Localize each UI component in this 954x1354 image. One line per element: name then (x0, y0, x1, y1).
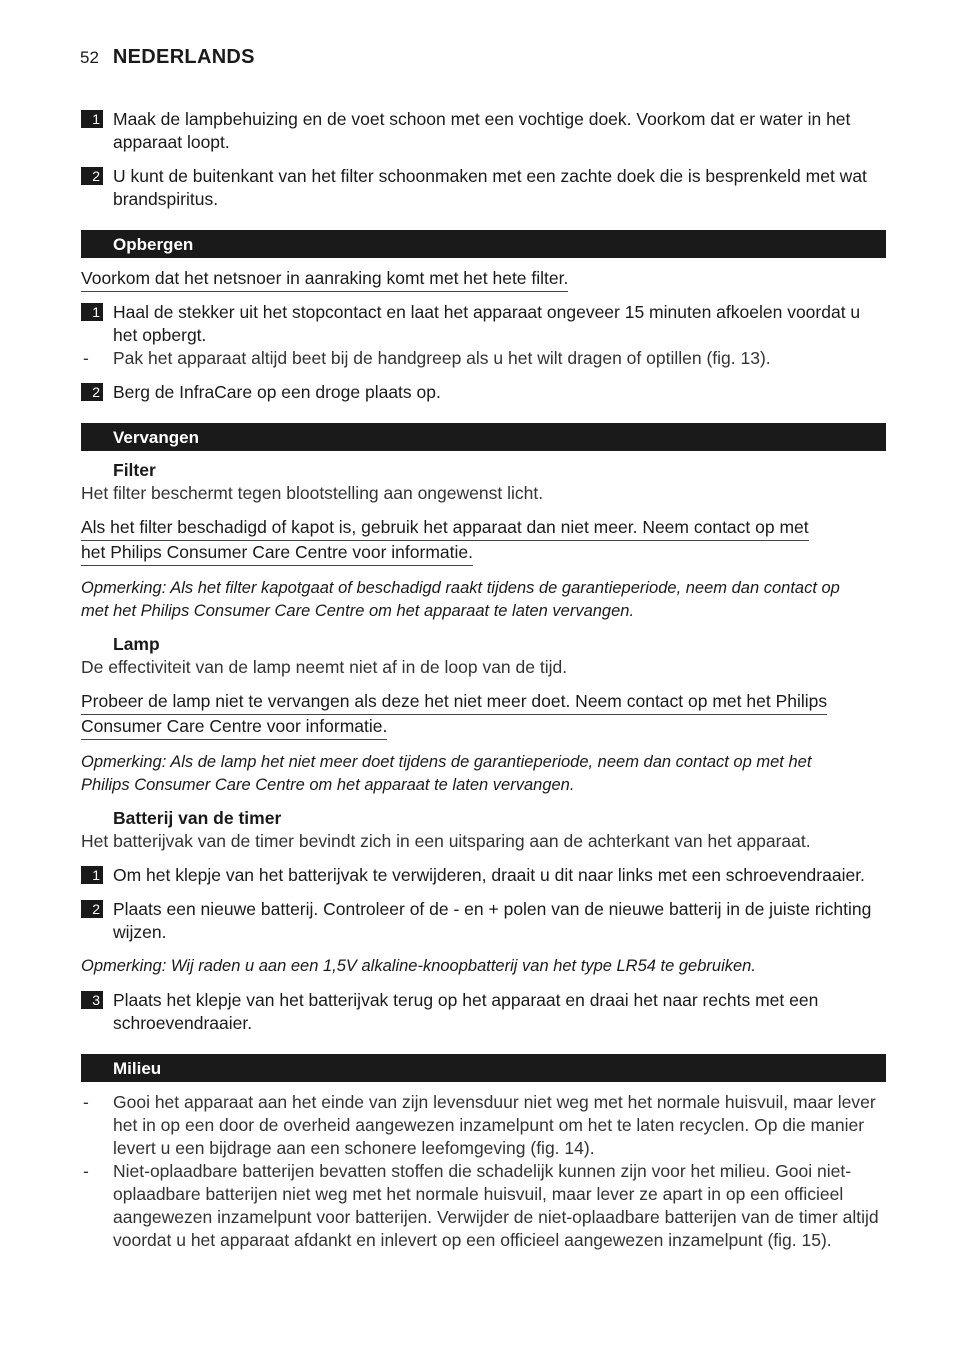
battery-step-1 (81, 864, 886, 887)
milieu-dash-item-1: - Gooi het apparaat aan het einde van zijn levensduur niet weg met het normale huisvuil, maar lever het in op een door de overheid aangewezen inzamelpunt om het te laten recyclen. Op die manier levert u een bijdrage aan een schonere leefomgeving (fig. 14). (83, 1092, 876, 1158)
battery-heading: Batterij van de timer (113, 808, 282, 828)
step-text: Maak de lampbehuizing en de voet schoon met een vochtige doek. Voorkom dat er water in het apparaat loopt. (113, 109, 851, 152)
dash-bullet: - (83, 1161, 89, 1181)
battery-step-2 (81, 898, 886, 944)
filter-note: Opmerking: Als het filter kapotgaat of beschadigd raakt tijdens de garantieperiode, neem dan contact op met het Philips Consumer Care Centre om het apparaat te laten vervangen. (81, 579, 840, 620)
step-number: 3 (81, 991, 103, 1009)
step-number: 1 (81, 110, 103, 128)
step-text: Om het klepje van het batterijvak te verwijderen, draait u dit naar links met een schroevendraaier. (113, 865, 865, 885)
lamp-note: Opmerking: Als de lamp het niet meer doet tijdens de garantieperiode, neem dan contact op met het Philips Consumer Care Centre om het apparaat te laten vervangen. (81, 753, 812, 794)
step-number: 1 (81, 303, 103, 321)
step-number: 2 (81, 383, 103, 401)
dash-bullet: - (83, 1092, 89, 1112)
page-header (80, 46, 886, 76)
step-number: 2 (81, 900, 103, 918)
dash-bullet: - (83, 348, 89, 368)
lamp-heading: Lamp (113, 634, 160, 654)
section-milieu: Milieu (81, 1054, 886, 1082)
step-text: Plaats het klepje van het batterijvak terug op het apparaat en draai het naar rechts met een schroevendraaier. (113, 990, 819, 1033)
battery-step-3 (81, 989, 886, 1035)
language-title: NEDERLANDS (112, 46, 255, 68)
lamp-text: De effectiviteit van de lamp neemt niet af in de loop van de tijd. (81, 657, 568, 677)
battery-note: Opmerking: Wij raden u aan een 1,5V alkaline-knoopbatterij van het type LR54 te gebruiken. (81, 957, 756, 975)
manual-page (81, 46, 886, 1252)
step-text: Plaats een nieuwe batterij. Controleer of de - en + polen van de nieuwe batterij in de juiste richting wijzen. (113, 899, 872, 942)
opbergen-dash-item: - Pak het apparaat altijd beet bij de handgreep als u het wilt dragen of optillen (fig. 13). (83, 348, 771, 368)
step-text: Berg de InfraCare op een droge plaats op. (113, 382, 441, 402)
step-text: U kunt de buitenkant van het filter schoonmaken met een zachte doek die is besprenkeld met wat brandspiritus. (113, 166, 867, 209)
section-opbergen: Opbergen (81, 230, 886, 258)
opbergen-step-1 (81, 301, 886, 347)
cleaning-step-1 (81, 108, 886, 154)
page-number: 52 (80, 48, 99, 67)
milieu-dash-item-2: - Niet-oplaadbare batterijen bevatten stoffen die schadelijk kunnen zijn voor het milieu. Gooi niet-oplaadbare batterijen niet weg met het normale huisvuil, maar lever ze apart in op een officieel aangewezen inzamelpunt voor batterijen. Verwijder de niet-oplaadbare batterijen van de timer altijd voordat u het apparaat afdankt en inlevert op een officieel aangewezen inzamelpunt (fig. 15). (83, 1161, 879, 1250)
opbergen-step-2 (81, 381, 886, 404)
battery-text: Het batterijvak van de timer bevindt zich in een uitsparing aan de achterkant van het apparaat. (81, 831, 811, 851)
filter-text: Het filter beschermt tegen blootstelling aan ongewenst licht. (81, 483, 544, 503)
cleaning-step-2 (81, 165, 886, 211)
step-text: Haal de stekker uit het stopcontact en laat het apparaat ongeveer 15 minuten afkoelen voordat u het opbergt. (113, 302, 861, 345)
step-number: 1 (81, 866, 103, 884)
section-vervangen: Vervangen (81, 423, 886, 451)
opbergen-caution: Voorkom dat het netsnoer in aanraking komt met het hete filter. (81, 267, 886, 292)
step-number: 2 (81, 167, 103, 185)
filter-caution: Als het filter beschadigd of kapot is, gebruik het apparaat dan niet meer. Neem contact op met het Philips Consumer Care Centre voor informatie. (81, 516, 886, 566)
filter-heading: Filter (113, 460, 156, 480)
lamp-caution: Probeer de lamp niet te vervangen als deze het niet meer doet. Neem contact op met het Philips Consumer Care Centre voor informatie. (81, 690, 886, 740)
